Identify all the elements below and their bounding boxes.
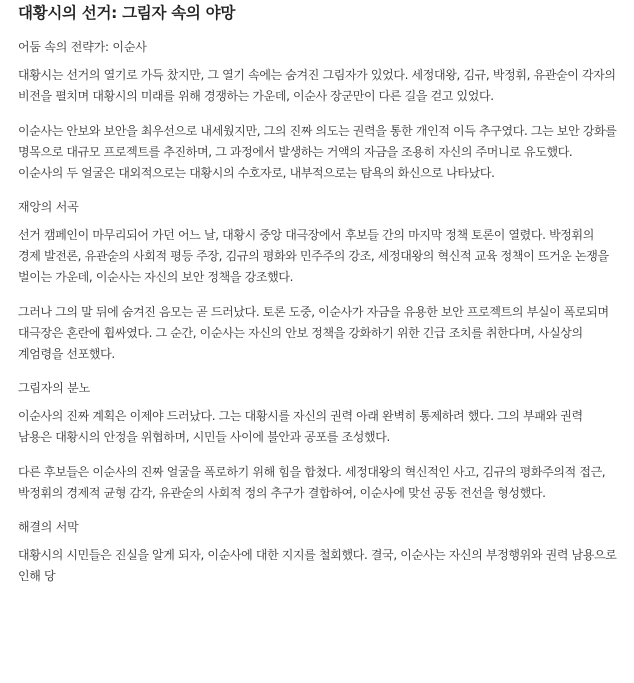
section-strategist <box>18 39 618 184</box>
paragraph: 대황시의 시민들은 진실을 알게 되자, 이순사에 대한 지지를 철회했다. 결국, 이순사는 자신의 부정행위와 권력 남용으로 인해 당 <box>18 548 617 583</box>
paragraph: 그러나 그의 말 뒤에 숨겨진 음모는 곧 드러났다. 토론 도중, 이순사가 자금을 유용한 보안 프로젝트의 부실이 폭로되며 대극장은 혼란에 휩싸였다. 그 순간, 이순사는 자신의 안보 정책을 강화하기 위한 긴급 조치를 취한다며, 사실상의 계엄령을 선포했다. <box>18 305 609 361</box>
section-heading: 해결의 서막 <box>18 520 79 534</box>
article-title: 대황시의 선거: 그림자 속의 야망 <box>18 4 236 22</box>
section-anger <box>18 380 618 504</box>
section-resolution <box>18 519 618 587</box>
paragraph: 선거 캠페인이 마무리되어 가던 어느 날, 대황시 중앙 대극장에서 후보들 간의 마지막 정책 토론이 열렸다. 박정휘의 경제 발전론, 유관숟의 사회적 평등 주장, 김규의 평화와 민주주의 강조, 세정대왕의 혁신적 교육 정책이 뜨거운 논쟁을 벌이는 가운데, 이순사는 자신의 보안 정책을 강조했다. <box>18 228 609 284</box>
section-prelude <box>18 199 618 365</box>
section-heading: 재앙의 서곡 <box>18 200 79 214</box>
section-heading: 어둠 속의 전략가: 이순사 <box>18 40 147 54</box>
paragraph: 대황시는 선거의 열기로 가득 찼지만, 그 열기 속에는 숨겨진 그림자가 있었다. 세정대왕, 김규, 박정휘, 유관숟이 각자의 비전을 펼치며 대황시의 미래를 위해 경쟁하는 가운데, 이순사 장군만이 다른 길을 걷고 있었다. <box>18 68 616 103</box>
paragraph: 이순사의 진짜 계획은 이제야 드러났다. 그는 대황시를 자신의 권력 아래 완벽히 통제하려 했다. 그의 부패와 권력 남용은 대황시의 안정을 위협하며, 시민들 사이에 불안과 공포를 조성했다. <box>18 409 583 444</box>
paragraph: 이순사는 안보와 보안을 최우선으로 내세웠지만, 그의 진짜 의도는 권력을 통한 개인적 이득 추구였다. 그는 보안 강화를 명목으로 대규모 프로젝트를 추진하며, 그 과정에서 발생하는 거액의 자금을 조용히 자신의 주머니로 유도했다. 이순사의 두 얼굴은 대외적으로는 대황시의 수호자로, 내부적으로는 탐욕의 화신으로 나타났다. <box>18 124 617 180</box>
paragraph: 다른 후보들은 이순사의 진짜 얼굴을 폭로하기 위해 힘을 합쳤다. 세정대왕의 혁신적인 사고, 김규의 평화주의적 접근, 박정휘의 경제적 균형 감각, 유관숟의 사회적 정의 추구가 결합하여, 이순사에 맞선 공동 전선을 형성했다. <box>18 465 606 500</box>
section-heading: 그림자의 분노 <box>18 381 90 395</box>
